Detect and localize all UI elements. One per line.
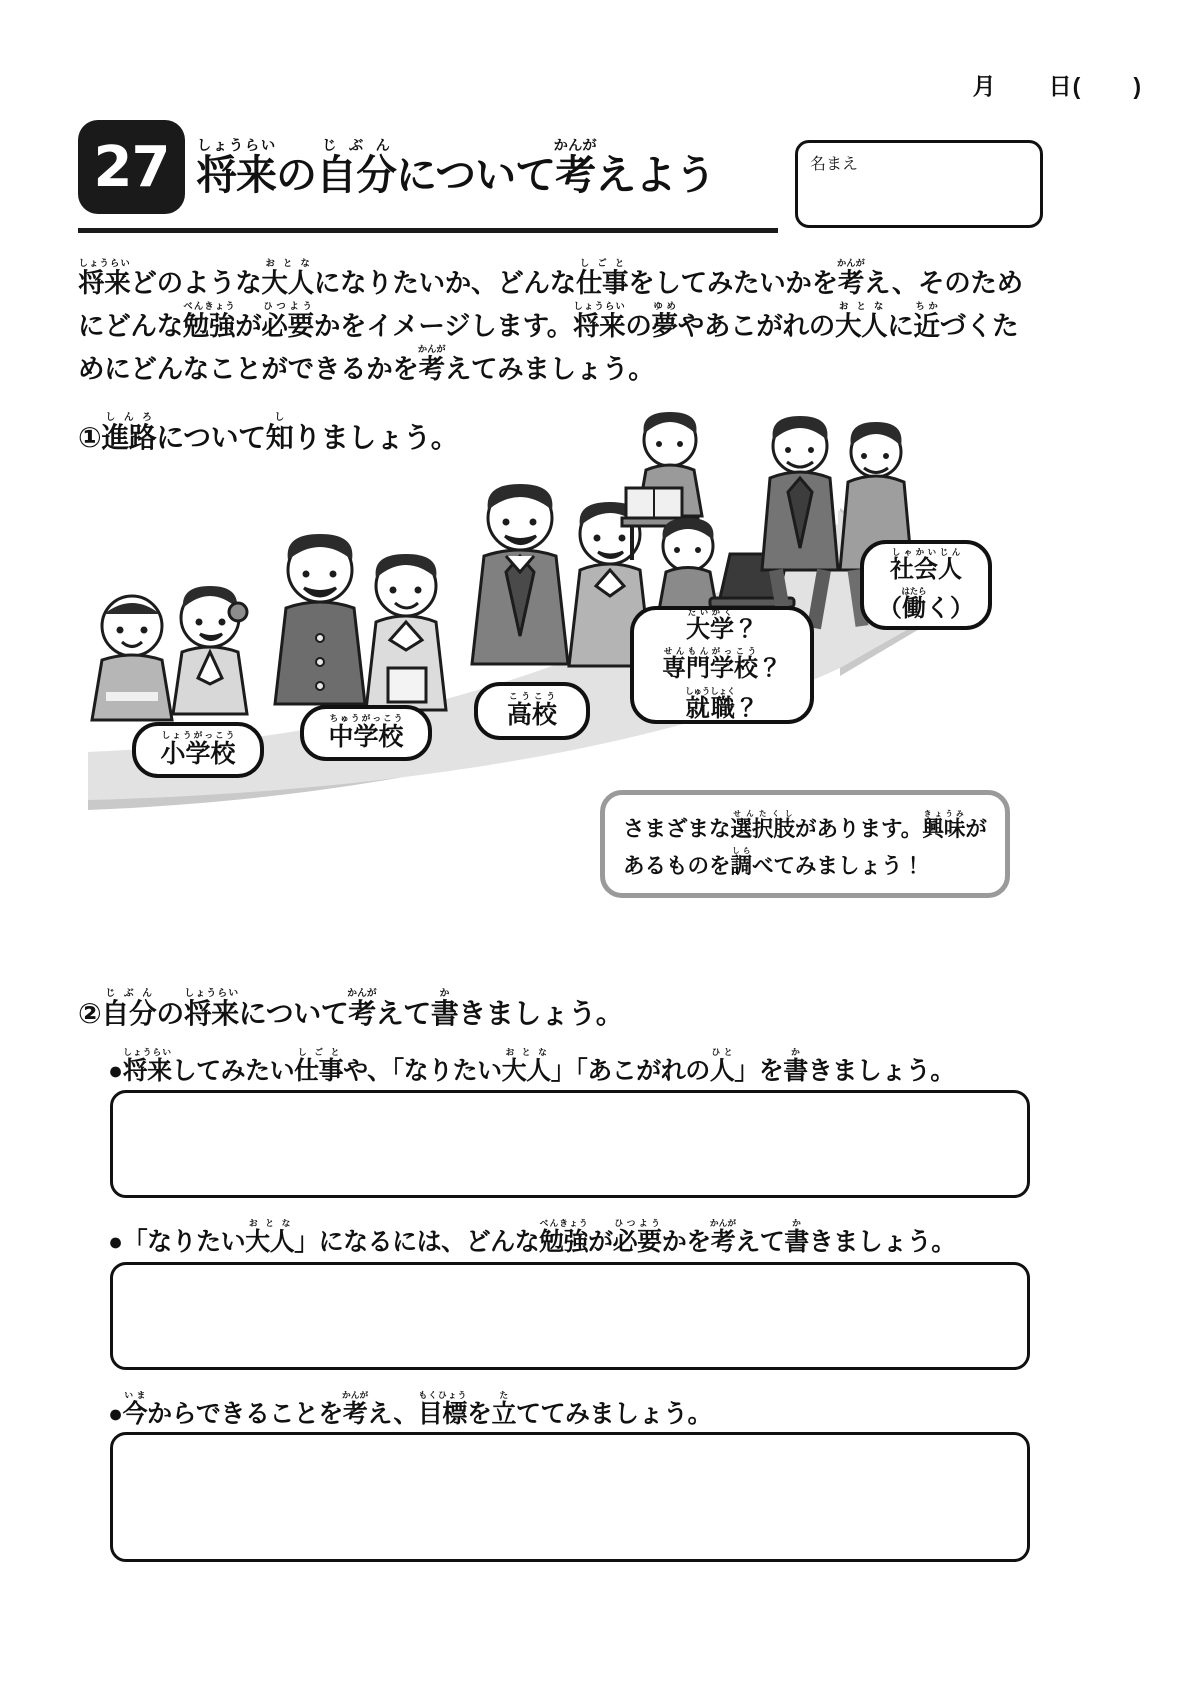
stage-label-elementary-text: 小学校しょうがっこう (160, 730, 236, 768)
stage-label-high-school (474, 682, 590, 740)
question-3-prompt: ●今いまからできることを考かんがえ、目標もくひょうを立たててみましょう。 (108, 1390, 712, 1428)
page-title: 将来しょうらいの自分じぶんについて考かんがえよう (196, 138, 716, 198)
question-2-prompt: ●「なりたい大人おとな」になるには、どんな勉強べんきょうが必要ひつようかを考かんがえて書かきましょう。 (108, 1218, 956, 1256)
title-underline (78, 228, 778, 233)
society-label: 社会人しゃかいじん (890, 546, 962, 583)
intro-paragraph: 将来しょうらいどのような大人おとなになりたいか、どんな仕事しごとをしてみたいかを考かんがえ、そのためにどんな勉強べんきょうが必要ひつようかをイメージします。将来しょうらいの夢ゆめやあこがれの大人おとなに近ちかづくためにどんなことができるかを考かんがえてみましょう。 (78, 258, 1023, 384)
choice-vocational-school: 専門学校せんもんがっこう？ (662, 646, 782, 683)
date-line (973, 68, 1142, 101)
stage-label-elementary (132, 722, 264, 778)
question-1-prompt: ●将来しょうらいしてみたい仕事しごとや、「なりたい大人おとな」「あこがれの人ひと」を書かきましょう。 (108, 1047, 955, 1085)
career-path-illustration (70, 400, 1080, 930)
lesson-number: 27 (93, 134, 170, 200)
question-1-answer-box[interactable] (110, 1090, 1030, 1198)
figure-junior-girl (366, 554, 446, 710)
society-bubble (860, 540, 992, 630)
title-band (78, 120, 778, 225)
figure-elementary-girl (173, 586, 247, 714)
question-2-answer-box[interactable] (110, 1262, 1030, 1370)
section-one-heading: ①進路しんろについて知しりましょう。 (78, 412, 459, 453)
stage-label-junior-high-text: 中学校ちゅうがっこう (328, 713, 404, 751)
figure-high-boy (472, 484, 568, 664)
choice-university: 大学だいがく？ (686, 607, 758, 644)
stage-label-high-school-text: 高校こうこう (506, 691, 557, 729)
advice-line-2: あるものを調しらべてみましょう！ (623, 846, 925, 879)
choices-bubble (630, 606, 814, 724)
society-working-label: （働はたらく） (878, 585, 974, 622)
stage-label-junior-high (300, 705, 432, 761)
close-paren: ) (1133, 73, 1142, 99)
month-label: 月 (972, 73, 997, 99)
question-3-answer-box[interactable] (110, 1432, 1030, 1562)
figure-elementary-boy (92, 596, 172, 720)
name-field[interactable] (795, 140, 1043, 228)
day-label: 日( (1048, 73, 1082, 99)
lesson-number-badge (78, 120, 185, 214)
advice-bubble (600, 790, 1010, 898)
advice-line-1: さまざまな選択肢せんたくしがあります。興味きょうみが (623, 809, 987, 841)
figure-junior-boy (275, 534, 365, 704)
name-field-label: 名まえ (810, 156, 859, 173)
choice-employment: 就職しゅうしょく？ (685, 685, 759, 722)
section-two-heading: ②自分じぶんの将来しょうらいについて考かんがえて書かきましょう。 (78, 988, 624, 1029)
